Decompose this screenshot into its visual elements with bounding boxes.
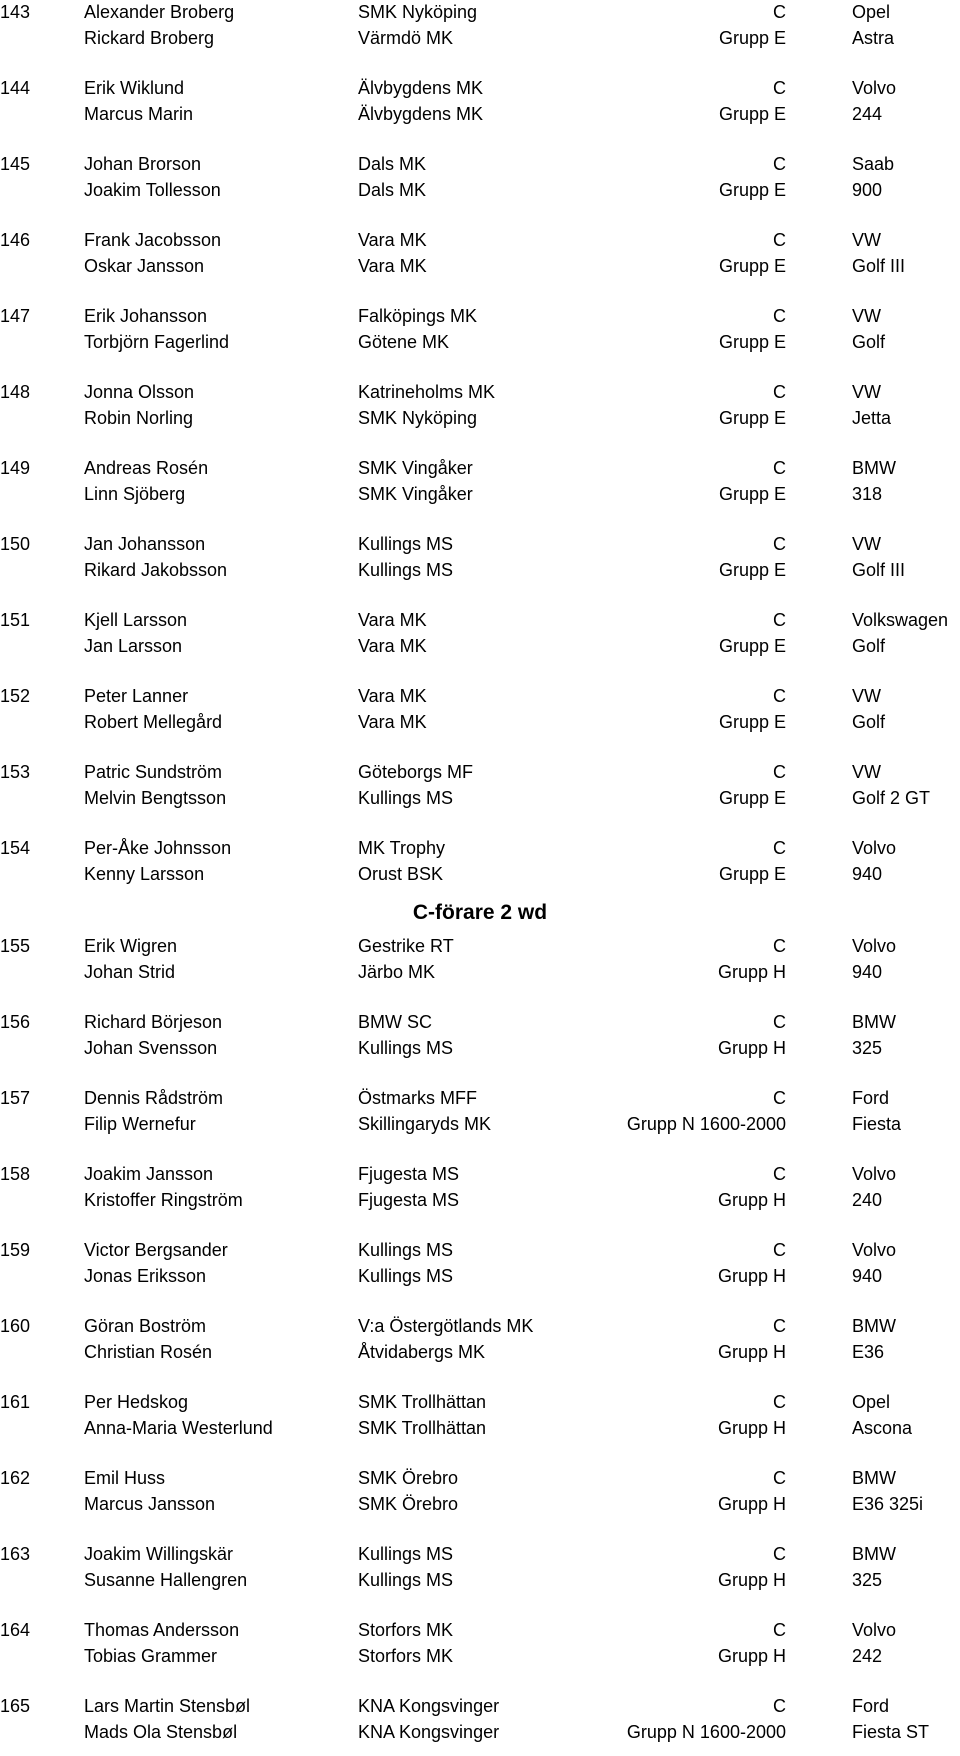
driver-row bbox=[0, 684, 960, 708]
car-model: E36 325i bbox=[852, 1494, 924, 1514]
car-model: 318 bbox=[852, 484, 883, 504]
car-make: Volvo bbox=[852, 78, 897, 98]
codriver-name: Joakim Tollesson bbox=[84, 180, 221, 200]
driver-name: Thomas Andersson bbox=[84, 1620, 240, 1640]
start-number: 151 bbox=[0, 610, 31, 630]
start-number: 143 bbox=[0, 2, 31, 22]
driver-name: Victor Bergsander bbox=[84, 1240, 228, 1260]
codriver-row bbox=[0, 26, 960, 50]
driver-row bbox=[0, 1542, 960, 1566]
car-make: BMW bbox=[852, 458, 896, 478]
codriver-name: Anna-Maria Westerlund bbox=[84, 1418, 273, 1438]
car-make: BMW bbox=[852, 1544, 896, 1564]
group-label: Grupp H bbox=[717, 1646, 786, 1666]
group-label: Grupp E bbox=[718, 864, 786, 884]
driver-club: Katrineholms MK bbox=[358, 382, 496, 402]
group-label: Grupp E bbox=[718, 560, 786, 580]
class-label: C bbox=[773, 154, 786, 174]
start-number: 160 bbox=[0, 1316, 31, 1336]
start-number: 163 bbox=[0, 1544, 31, 1564]
group-label: Grupp E bbox=[718, 788, 786, 808]
class-label: C bbox=[773, 458, 786, 478]
codriver-club: Fjugesta MS bbox=[358, 1190, 460, 1210]
driver-row bbox=[0, 1010, 960, 1034]
class-label: C bbox=[773, 1696, 786, 1716]
car-make: VW bbox=[852, 306, 881, 326]
driver-club: MK Trophy bbox=[358, 838, 446, 858]
group-label: Grupp E bbox=[718, 636, 786, 656]
group-label: Grupp H bbox=[717, 1570, 786, 1590]
codriver-row bbox=[0, 1492, 960, 1516]
driver-name: Patric Sundström bbox=[84, 762, 223, 782]
codriver-name: Rickard Broberg bbox=[84, 28, 215, 48]
start-number: 156 bbox=[0, 1012, 31, 1032]
entry-160 bbox=[0, 1314, 960, 1366]
car-model: 240 bbox=[852, 1190, 883, 1210]
entry-148 bbox=[0, 380, 960, 432]
codriver-name: Jan Larsson bbox=[84, 636, 183, 656]
class-label: C bbox=[773, 1240, 786, 1260]
entry-143 bbox=[0, 0, 960, 52]
codriver-name: Mads Ola Stensbøl bbox=[84, 1722, 238, 1742]
driver-name: Göran Boström bbox=[84, 1316, 207, 1336]
driver-name: Lars Martin Stensbøl bbox=[84, 1696, 251, 1716]
codriver-club: Åtvidabergs MK bbox=[358, 1342, 486, 1362]
driver-row bbox=[0, 228, 960, 252]
codriver-row bbox=[0, 1112, 960, 1136]
driver-club: Vara MK bbox=[358, 230, 427, 250]
driver-club: Kullings MS bbox=[358, 534, 454, 554]
car-model: 325 bbox=[852, 1038, 883, 1058]
driver-club: SMK Trollhättan bbox=[358, 1392, 487, 1412]
entry-156 bbox=[0, 1010, 960, 1062]
entry-149 bbox=[0, 456, 960, 508]
codriver-club: Kullings MS bbox=[358, 560, 454, 580]
codriver-row bbox=[0, 1720, 960, 1744]
codriver-name: Christian Rosén bbox=[84, 1342, 213, 1362]
car-make: Ford bbox=[852, 1088, 890, 1108]
start-number: 147 bbox=[0, 306, 31, 326]
codriver-name: Kenny Larsson bbox=[84, 864, 205, 884]
codriver-row bbox=[0, 710, 960, 734]
codriver-club: SMK Vingåker bbox=[358, 484, 473, 504]
group-label: Grupp H bbox=[717, 1342, 786, 1362]
car-make: Volvo bbox=[852, 1620, 897, 1640]
codriver-club: SMK Trollhättan bbox=[358, 1418, 487, 1438]
class-label: C bbox=[773, 534, 786, 554]
class-label: C bbox=[773, 1392, 786, 1412]
codriver-name: Kristoffer Ringström bbox=[84, 1190, 243, 1210]
start-number: 161 bbox=[0, 1392, 31, 1412]
codriver-club: Järbo MK bbox=[358, 962, 436, 982]
driver-name: Jonna Olsson bbox=[84, 382, 195, 402]
codriver-row bbox=[0, 634, 960, 658]
start-number: 144 bbox=[0, 78, 31, 98]
class-label: C bbox=[773, 2, 786, 22]
entry-165 bbox=[0, 1694, 960, 1746]
codriver-name: Marcus Jansson bbox=[84, 1494, 216, 1514]
car-model: Fiesta bbox=[852, 1114, 902, 1134]
start-number: 149 bbox=[0, 458, 31, 478]
codriver-row bbox=[0, 406, 960, 430]
class-label: C bbox=[773, 610, 786, 630]
group-label: Grupp H bbox=[717, 1038, 786, 1058]
car-model: 940 bbox=[852, 962, 883, 982]
car-model: 900 bbox=[852, 180, 883, 200]
start-number: 155 bbox=[0, 936, 31, 956]
codriver-name: Tobias Grammer bbox=[84, 1646, 218, 1666]
driver-name: Per-Åke Johnsson bbox=[84, 838, 232, 858]
codriver-name: Johan Strid bbox=[84, 962, 176, 982]
driver-name: Joakim Jansson bbox=[84, 1164, 214, 1184]
entry-145 bbox=[0, 152, 960, 204]
driver-club: Kullings MS bbox=[358, 1544, 454, 1564]
start-number: 148 bbox=[0, 382, 31, 402]
class-label: C bbox=[773, 382, 786, 402]
entry-144 bbox=[0, 76, 960, 128]
codriver-name: Robin Norling bbox=[84, 408, 194, 428]
car-make: VW bbox=[852, 382, 881, 402]
codriver-row bbox=[0, 330, 960, 354]
start-number: 159 bbox=[0, 1240, 31, 1260]
car-model: 940 bbox=[852, 864, 883, 884]
car-model: Fiesta ST bbox=[852, 1722, 930, 1742]
driver-name: Peter Lanner bbox=[84, 686, 189, 706]
codriver-club: KNA Kongsvinger bbox=[358, 1722, 500, 1742]
driver-row bbox=[0, 760, 960, 784]
driver-name: Erik Johansson bbox=[84, 306, 208, 326]
start-number: 145 bbox=[0, 154, 31, 174]
car-model: Astra bbox=[852, 28, 895, 48]
codriver-name: Marcus Marin bbox=[84, 104, 194, 124]
car-model: 242 bbox=[852, 1646, 883, 1666]
car-make: Volvo bbox=[852, 1240, 897, 1260]
driver-name: Johan Brorson bbox=[84, 154, 202, 174]
car-model: Golf bbox=[852, 332, 886, 352]
car-model: Golf bbox=[852, 636, 886, 656]
driver-club: Dals MK bbox=[358, 154, 427, 174]
driver-row bbox=[0, 1238, 960, 1262]
class-label: C bbox=[773, 306, 786, 326]
driver-row bbox=[0, 1618, 960, 1642]
group-label: Grupp E bbox=[718, 332, 786, 352]
driver-row bbox=[0, 76, 960, 100]
driver-club: SMK Vingåker bbox=[358, 458, 473, 478]
driver-row bbox=[0, 1466, 960, 1490]
driver-row bbox=[0, 1162, 960, 1186]
codriver-row bbox=[0, 1036, 960, 1060]
driver-club: Kullings MS bbox=[358, 1240, 454, 1260]
class-label: C bbox=[773, 1088, 786, 1108]
class-label: C bbox=[773, 230, 786, 250]
driver-club: KNA Kongsvinger bbox=[358, 1696, 500, 1716]
codriver-name: Oskar Jansson bbox=[84, 256, 205, 276]
driver-club: SMK Nyköping bbox=[358, 2, 478, 22]
codriver-club: Skillingaryds MK bbox=[358, 1114, 492, 1134]
driver-club: V:a Östergötlands MK bbox=[358, 1316, 534, 1336]
car-make: Volvo bbox=[852, 936, 897, 956]
entry-159 bbox=[0, 1238, 960, 1290]
group-label: Grupp N 1600-2000 bbox=[626, 1722, 786, 1742]
driver-row bbox=[0, 456, 960, 480]
driver-row bbox=[0, 152, 960, 176]
class-label: C bbox=[773, 1164, 786, 1184]
start-number: 154 bbox=[0, 838, 31, 858]
driver-name: Joakim Willingskär bbox=[84, 1544, 234, 1564]
class-label: C bbox=[773, 1468, 786, 1488]
codriver-row bbox=[0, 960, 960, 984]
car-model: Golf 2 GT bbox=[852, 788, 931, 808]
entry-157 bbox=[0, 1086, 960, 1138]
codriver-row bbox=[0, 1264, 960, 1288]
car-make: BMW bbox=[852, 1012, 896, 1032]
codriver-name: Melvin Bengtsson bbox=[84, 788, 227, 808]
car-make: Volkswagen bbox=[852, 610, 949, 630]
car-model: 940 bbox=[852, 1266, 883, 1286]
codriver-name: Torbjörn Fagerlind bbox=[84, 332, 230, 352]
codriver-club: Kullings MS bbox=[358, 788, 454, 808]
codriver-row bbox=[0, 862, 960, 886]
car-make: Volvo bbox=[852, 838, 897, 858]
driver-row bbox=[0, 1694, 960, 1718]
driver-name: Richard Börjeson bbox=[84, 1012, 223, 1032]
group-label: Grupp E bbox=[718, 180, 786, 200]
driver-row bbox=[0, 836, 960, 860]
car-make: VW bbox=[852, 230, 881, 250]
car-make: BMW bbox=[852, 1468, 896, 1488]
codriver-row bbox=[0, 786, 960, 810]
start-number: 157 bbox=[0, 1088, 31, 1108]
codriver-row bbox=[0, 558, 960, 582]
start-number: 152 bbox=[0, 686, 31, 706]
codriver-row bbox=[0, 178, 960, 202]
codriver-name: Linn Sjöberg bbox=[84, 484, 186, 504]
driver-row bbox=[0, 1314, 960, 1338]
driver-name: Erik Wigren bbox=[84, 936, 178, 956]
codriver-club: Kullings MS bbox=[358, 1266, 454, 1286]
entry-162 bbox=[0, 1466, 960, 1518]
entry-147 bbox=[0, 304, 960, 356]
driver-name: Kjell Larsson bbox=[84, 610, 188, 630]
car-make: VW bbox=[852, 762, 881, 782]
driver-name: Dennis Rådström bbox=[84, 1088, 224, 1108]
car-make: Opel bbox=[852, 2, 891, 22]
driver-club: Fjugesta MS bbox=[358, 1164, 460, 1184]
codriver-row bbox=[0, 1188, 960, 1212]
group-label: Grupp E bbox=[718, 104, 786, 124]
entry-152 bbox=[0, 684, 960, 736]
codriver-club: Vara MK bbox=[358, 636, 427, 656]
codriver-club: Kullings MS bbox=[358, 1570, 454, 1590]
codriver-club: Orust BSK bbox=[358, 864, 444, 884]
start-number: 162 bbox=[0, 1468, 31, 1488]
driver-club: SMK Örebro bbox=[358, 1468, 459, 1488]
codriver-club: Kullings MS bbox=[358, 1038, 454, 1058]
driver-name: Alexander Broberg bbox=[84, 2, 235, 22]
start-number: 165 bbox=[0, 1696, 31, 1716]
car-make: VW bbox=[852, 534, 881, 554]
codriver-club: Götene MK bbox=[358, 332, 450, 352]
codriver-name: Rikard Jakobsson bbox=[84, 560, 228, 580]
group-label: Grupp H bbox=[717, 1190, 786, 1210]
driver-name: Per Hedskog bbox=[84, 1392, 189, 1412]
class-label: C bbox=[773, 838, 786, 858]
codriver-row bbox=[0, 482, 960, 506]
driver-row bbox=[0, 304, 960, 328]
car-model: 325 bbox=[852, 1570, 883, 1590]
group-label: Grupp H bbox=[717, 1418, 786, 1438]
entry-158 bbox=[0, 1162, 960, 1214]
driver-row bbox=[0, 608, 960, 632]
car-make: BMW bbox=[852, 1316, 896, 1336]
codriver-club: Vara MK bbox=[358, 712, 427, 732]
driver-row bbox=[0, 1086, 960, 1110]
codriver-name: Susanne Hallengren bbox=[84, 1570, 248, 1590]
entry-163 bbox=[0, 1542, 960, 1594]
group-label: Grupp H bbox=[717, 1266, 786, 1286]
class-label: C bbox=[773, 1316, 786, 1336]
class-label: C bbox=[773, 1544, 786, 1564]
driver-row bbox=[0, 1390, 960, 1414]
driver-name: Emil Huss bbox=[84, 1468, 166, 1488]
car-make: Volvo bbox=[852, 1164, 897, 1184]
codriver-row bbox=[0, 1416, 960, 1440]
group-label: Grupp E bbox=[718, 256, 786, 276]
entry-146 bbox=[0, 228, 960, 280]
driver-name: Jan Johansson bbox=[84, 534, 206, 554]
driver-club: BMW SC bbox=[358, 1012, 432, 1032]
codriver-club: Vara MK bbox=[358, 256, 427, 276]
car-model: E36 bbox=[852, 1342, 885, 1362]
class-label: C bbox=[773, 686, 786, 706]
driver-club: Göteborgs MF bbox=[358, 762, 474, 782]
car-model: Golf bbox=[852, 712, 886, 732]
codriver-row bbox=[0, 102, 960, 126]
codriver-name: Robert Mellegård bbox=[84, 712, 223, 732]
codriver-row bbox=[0, 1340, 960, 1364]
group-label: Grupp E bbox=[718, 408, 786, 428]
codriver-name: Filip Wernefur bbox=[84, 1114, 196, 1134]
group-label: Grupp E bbox=[718, 28, 786, 48]
driver-club: Gestrike RT bbox=[358, 936, 454, 956]
car-model: Ascona bbox=[852, 1418, 913, 1438]
car-make: VW bbox=[852, 686, 881, 706]
codriver-club: Värmdö MK bbox=[358, 28, 454, 48]
start-number: 158 bbox=[0, 1164, 31, 1184]
group-label: Grupp E bbox=[718, 712, 786, 732]
car-model: 244 bbox=[852, 104, 883, 124]
car-make: Opel bbox=[852, 1392, 891, 1412]
entry-155 bbox=[0, 934, 960, 986]
class-label: C bbox=[773, 936, 786, 956]
driver-name: Erik Wiklund bbox=[84, 78, 185, 98]
entry-153 bbox=[0, 760, 960, 812]
group-label: Grupp H bbox=[717, 1494, 786, 1514]
driver-name: Frank Jacobsson bbox=[84, 230, 222, 250]
class-label: C bbox=[773, 762, 786, 782]
driver-row bbox=[0, 380, 960, 404]
entry-164 bbox=[0, 1618, 960, 1670]
car-make: Ford bbox=[852, 1696, 890, 1716]
class-label: C bbox=[773, 1620, 786, 1640]
car-make: Saab bbox=[852, 154, 895, 174]
driver-club: Östmarks MFF bbox=[358, 1088, 477, 1108]
driver-row bbox=[0, 0, 960, 24]
car-model: Golf III bbox=[852, 560, 906, 580]
codriver-row bbox=[0, 1644, 960, 1668]
driver-club: Vara MK bbox=[358, 686, 427, 706]
class-label: C bbox=[773, 78, 786, 98]
driver-row bbox=[0, 934, 960, 958]
group-label: Grupp N 1600-2000 bbox=[626, 1114, 786, 1134]
codriver-club: Älvbygdens MK bbox=[358, 104, 484, 124]
entry-161 bbox=[0, 1390, 960, 1442]
codriver-name: Johan Svensson bbox=[84, 1038, 218, 1058]
car-model: Jetta bbox=[852, 408, 892, 428]
section-heading: C-förare 2 wd bbox=[412, 901, 548, 924]
group-label: Grupp H bbox=[717, 962, 786, 982]
entry-150 bbox=[0, 532, 960, 584]
driver-club: Älvbygdens MK bbox=[358, 78, 484, 98]
entry-154 bbox=[0, 836, 960, 888]
start-number: 150 bbox=[0, 534, 31, 554]
driver-club: Falköpings MK bbox=[358, 306, 478, 326]
codriver-club: Dals MK bbox=[358, 180, 427, 200]
entry-151 bbox=[0, 608, 960, 660]
driver-row bbox=[0, 532, 960, 556]
codriver-row bbox=[0, 1568, 960, 1592]
driver-club: Storfors MK bbox=[358, 1620, 454, 1640]
driver-club: Vara MK bbox=[358, 610, 427, 630]
class-label: C bbox=[773, 1012, 786, 1032]
start-number: 153 bbox=[0, 762, 31, 782]
codriver-club: Storfors MK bbox=[358, 1646, 454, 1666]
driver-name: Andreas Rosén bbox=[84, 458, 209, 478]
start-number: 164 bbox=[0, 1620, 31, 1640]
codriver-club: SMK Örebro bbox=[358, 1494, 459, 1514]
group-label: Grupp E bbox=[718, 484, 786, 504]
car-model: Golf III bbox=[852, 256, 906, 276]
codriver-club: SMK Nyköping bbox=[358, 408, 478, 428]
start-number: 146 bbox=[0, 230, 31, 250]
codriver-row bbox=[0, 254, 960, 278]
codriver-name: Jonas Eriksson bbox=[84, 1266, 207, 1286]
